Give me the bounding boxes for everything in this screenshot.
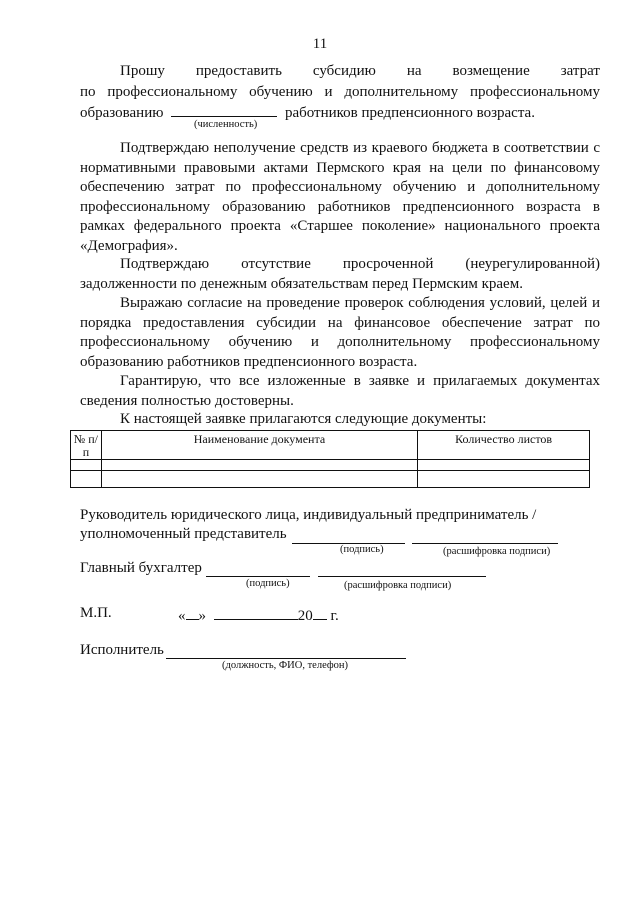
month-field[interactable] (214, 605, 298, 620)
date-line (178, 605, 339, 625)
documents-table (70, 430, 590, 488)
guarantee-paragraph: Гарантирую, что все изложенные в заявке и прилагаемых документах сведения полностью достоверны. (80, 373, 600, 409)
request-line-1 (120, 63, 600, 80)
table-cell[interactable] (71, 471, 102, 488)
year-field[interactable] (313, 605, 327, 620)
table-row (71, 471, 590, 488)
column-header-document-name: Наименование документа (101, 431, 417, 460)
request-line-3 (80, 102, 535, 122)
table-cell[interactable] (418, 460, 590, 471)
year-suffix: г. (330, 608, 339, 624)
request-word: Прошу (120, 63, 165, 79)
column-header-sheet-count: Количество листов (418, 431, 590, 460)
request-line-2: по профессиональному обучению и дополнительному профессиональному (80, 84, 600, 100)
table-cell[interactable] (101, 471, 417, 488)
request-word: субсидию (312, 63, 376, 79)
accountant-signature-caption: (подпись) (246, 578, 290, 589)
stamp-label: М.П. (80, 605, 112, 621)
page-number: 11 (312, 36, 328, 52)
consent-paragraph: Выражаю согласие на проведение проверок соблюдения условий, целей и порядка предоставления субсидии на финансовое обеспечение затрат по профессиональному обучению и дополнительному профессиональному образованию работников предпенсионного возраста. (80, 295, 600, 370)
request-word: предоставить (195, 63, 282, 79)
column-header-number: № п/п (71, 431, 102, 460)
accountant-decoding-field[interactable] (318, 576, 486, 577)
table-cell[interactable] (101, 460, 417, 471)
employee-count-field[interactable] (171, 102, 277, 117)
head-decoding-caption: (расшифровка подписи) (443, 546, 551, 557)
head-title-line-2: уполномоченный представитель (80, 526, 287, 542)
day-field[interactable] (186, 605, 199, 620)
accountant-signature-field[interactable] (206, 576, 310, 577)
no-debt-paragraph: Подтверждаю отсутствие просроченной (неурегулированной) задолженности по денежным обязательствам перед Пермским краем. (80, 256, 600, 292)
request-line-3-suffix: работников предпенсионного возраста. (284, 105, 535, 121)
table-cell[interactable] (418, 471, 590, 488)
request-word: возмещение (452, 63, 530, 79)
executor-field[interactable] (166, 658, 406, 659)
request-word: на (406, 63, 422, 79)
attachments-intro: К настоящей заявке прилагаются следующие документы: (120, 411, 487, 427)
date-quote-close: » (198, 608, 206, 624)
accountant-label: Главный бухгалтер (80, 560, 202, 576)
non-receipt-paragraph: Подтверждаю неполучение средств из краевого бюджета в соответствии с нормативными правовыми актами Пермского края на цели по финансовому обеспечению затрат по профессиональному обучению и дополнительному профессиональному образованию работников предпенсионного возраста в рамках федерального проекта «Старшее поколение» национального проекта «Демография». (80, 140, 600, 254)
request-line-3-prefix: образованию (80, 105, 164, 121)
accountant-decoding-caption: (расшифровка подписи) (344, 580, 452, 591)
head-decoding-field[interactable] (412, 543, 558, 544)
table-cell[interactable] (71, 460, 102, 471)
date-quote-open: « (178, 608, 186, 624)
request-word: затрат (560, 63, 600, 79)
table-header-row (71, 431, 590, 460)
head-title-line-1: Руководитель юридического лица, индивидуальный предприниматель / (80, 507, 537, 523)
count-caption: (численность) (194, 119, 258, 130)
head-signature-caption: (подпись) (340, 544, 384, 555)
year-prefix: 20 (297, 608, 313, 624)
executor-label: Исполнитель (80, 642, 164, 658)
table-row (71, 460, 590, 471)
executor-caption: (должность, ФИО, телефон) (222, 660, 349, 671)
